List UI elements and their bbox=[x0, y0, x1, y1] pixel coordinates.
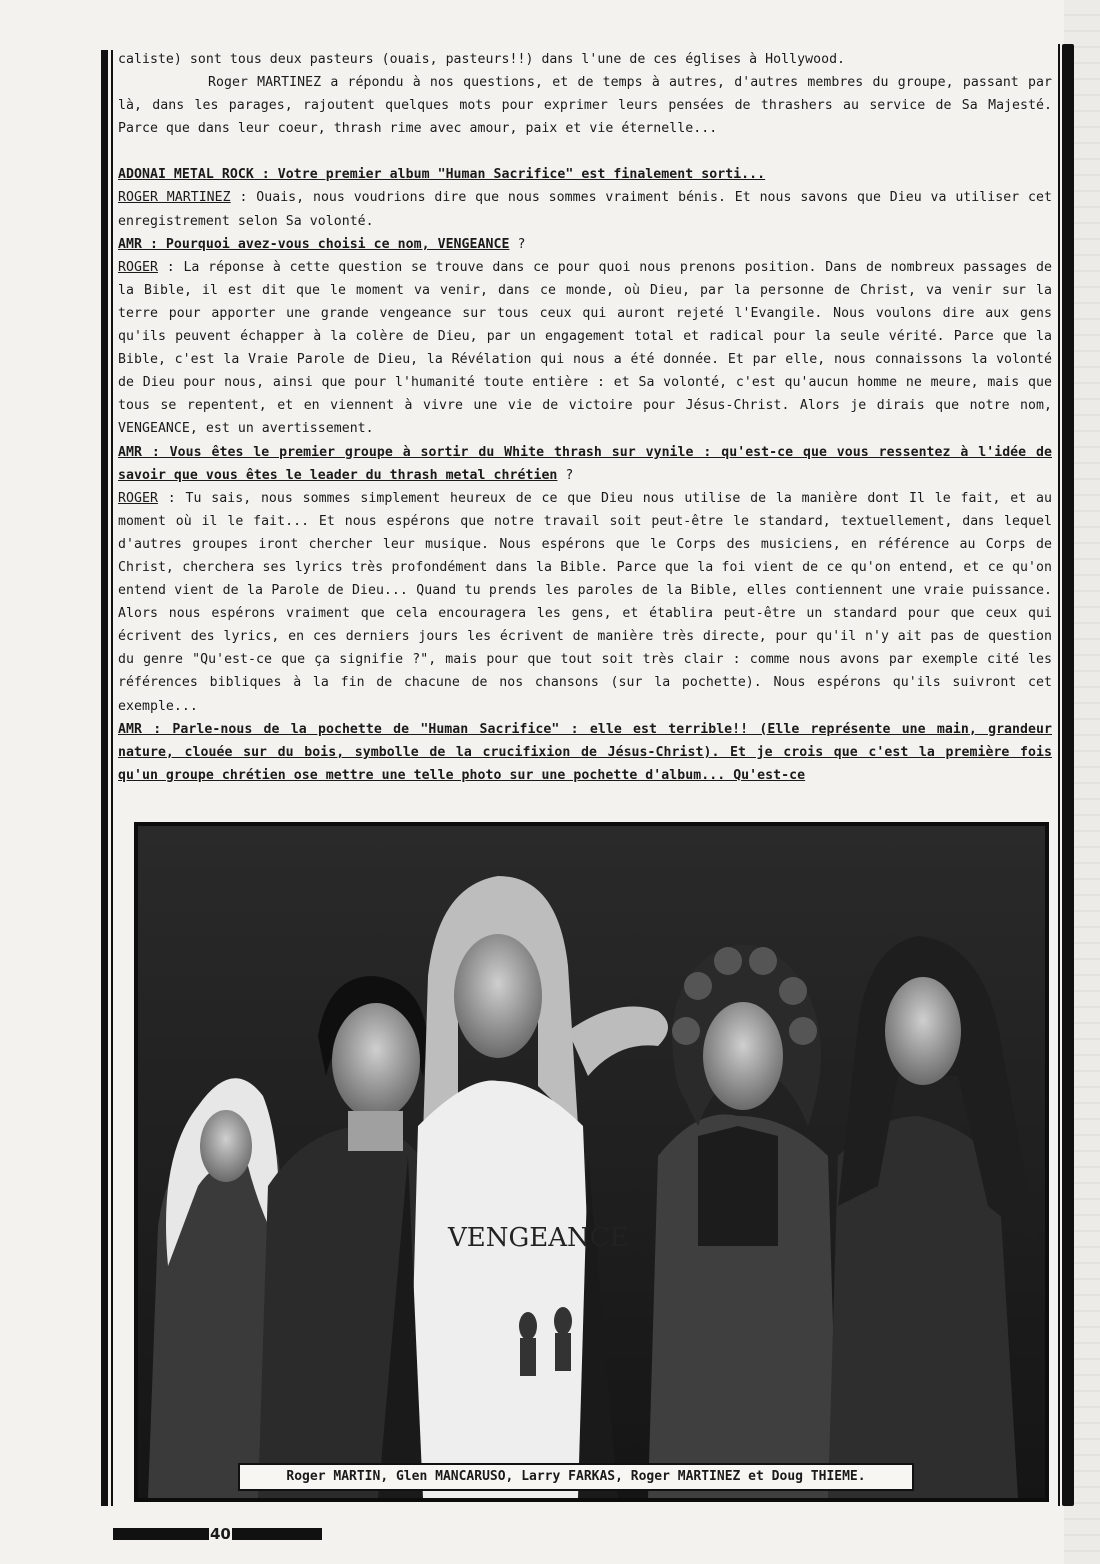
answer-1-text: : Ouais, nous voudrions dire que nous sommes vraiment bénis. Et nous savons que Dieu va utiliser cet enregistrement selon Sa volonté. bbox=[118, 190, 1052, 229]
left-margin-rule bbox=[111, 50, 113, 1506]
answer-3-speaker: ROGER bbox=[118, 490, 158, 506]
question-3 bbox=[118, 441, 1052, 487]
right-margin-bar bbox=[1062, 44, 1074, 1506]
question-2-tail: ? bbox=[509, 236, 526, 252]
left-margin-bar bbox=[101, 50, 108, 1506]
answer-2-speaker: ROGER bbox=[118, 259, 158, 275]
folio-bar-right bbox=[232, 1528, 322, 1540]
interview-text bbox=[118, 48, 1052, 787]
question-2-text: AMR : Pourquoi avez-vous choisi ce nom, VENGEANCE bbox=[118, 236, 510, 252]
paragraph-gap bbox=[118, 140, 1052, 163]
answer-2-text: : La réponse à cette question se trouve dans ce pour quoi nous prenons position. Dans de nombreux passages de la Bible, il est dit que le moment va venir, dans ce monde, où Dieu, par la personne de Christ, va venir sur la terre pour apporter une grande vengeance sur tous ceux qui auront rejeté l'Evangile. Nous voulons dire aux gens qu'ils peuvent échapper à la colère de Dieu, par un engagement total et radical pour la seule vérité. Parce que la Bible, c'est la Vraie Parole de Dieu, la Révélation qui nous a été donnée. Et par elle, nous connaissons la volonté de Dieu pour nous, ainsi que pour l'humanité toute entière : et Sa volonté, c'est qu'aucun homme ne meure, mais que tous se repentent, et en viennent à vivre une vie de victoire pour Jésus-Christ. Alors je dirais que notre nom, VENGEANCE, est un avertissement. bbox=[118, 259, 1052, 437]
question-3-text: AMR : Vous êtes le premier groupe à sortir du White thrash sur vynile : qu'est-ce que vous ressentez à l'idée de savoir que vous êtes le leader du thrash metal chrétien bbox=[118, 444, 1052, 483]
question-2 bbox=[118, 233, 1052, 256]
band-photo bbox=[134, 822, 1049, 1502]
question-3-tail: ? bbox=[557, 467, 574, 483]
answer-3-text: : Tu sais, nous sommes simplement heureux de ce que Dieu nous utilise de la manière dont Il le fait, et au moment où il le fait... Et nous espérons que notre travail soit peut-être le standard, textuellement, dans lequel d'autres groupes iront chercher leur musique. Nous espérons que le Corps des musiciens, en référence au Corps de Christ, cherchera ses lyrics très profondément dans la Bible. Parce que la foi vient de ce qu'on entend, et ce qu'on entend vient de la Parole de Dieu... Quand tu prends les paroles de la Bible, elles contiennent une vraie puissance. Alors nous espérons vraiment que cela encouragera les gens, et établira peut-être un standard pour que ceux qui écrivent des lyrics, en ces derniers jours les écrivent de manière très directe, pour qu'il n'y ait pas de question du genre "Qu'est-ce que ça signifie ?", mais pour que tout soit très clair : comme nous avons par exemple cité les références bibliques à la fin de chacune de nos chansons (sur la pochette). Nous espérons qu'ils suivront cet exemple... bbox=[118, 490, 1052, 714]
answer-3 bbox=[118, 487, 1052, 718]
intro-line: caliste) sont tous deux pasteurs (ouais, pasteurs!!) dans l'une de ces églises à Hollywood. bbox=[118, 52, 846, 67]
folio-bar-left bbox=[113, 1528, 209, 1540]
right-margin-rule bbox=[1058, 44, 1060, 1506]
answer-1 bbox=[118, 186, 1052, 232]
intro-paragraph: Roger MARTINEZ a répondu à nos questions, et de temps à autres, d'autres membres du groupe, passant par là, dans les parages, rajoutent quelques mots pour exprimer leurs pensées de thrashers au service de Sa Majesté. Parce que dans leur coeur, thrash rime avec amour, paix et vie éternelle... bbox=[118, 75, 1052, 137]
question-1 bbox=[118, 163, 1052, 186]
question-4 bbox=[118, 718, 1052, 787]
answer-1-speaker: ROGER MARTINEZ bbox=[118, 190, 231, 206]
band-member-4 bbox=[648, 945, 838, 1498]
shirt-logo: VENGEANCE bbox=[448, 1223, 629, 1253]
page-number: 40 bbox=[210, 1525, 231, 1543]
question-1-text: ADONAI METAL ROCK : Votre premier album "Human Sacrifice" est finalement sorti... bbox=[118, 167, 766, 183]
answer-2 bbox=[118, 256, 1052, 441]
page-folio bbox=[113, 1525, 322, 1543]
photo-caption: Roger MARTIN, Glen MANCARUSO, Larry FARKAS, Roger MARTINEZ et Doug THIEME. bbox=[238, 1463, 914, 1491]
question-4-text: AMR : Parle-nous de la pochette de "Human Sacrifice" : elle est terrible!! (Elle représente une main, grandeur nature, clouée sur du bois, symbolle de la crucifixion de Jésus-Christ). Et je crois que c'est la première fois qu'un groupe chrétien ose mettre une telle photo sur une pochette d'album... Qu'est-ce bbox=[118, 721, 1052, 783]
band-photo-illustration bbox=[138, 826, 1045, 1498]
